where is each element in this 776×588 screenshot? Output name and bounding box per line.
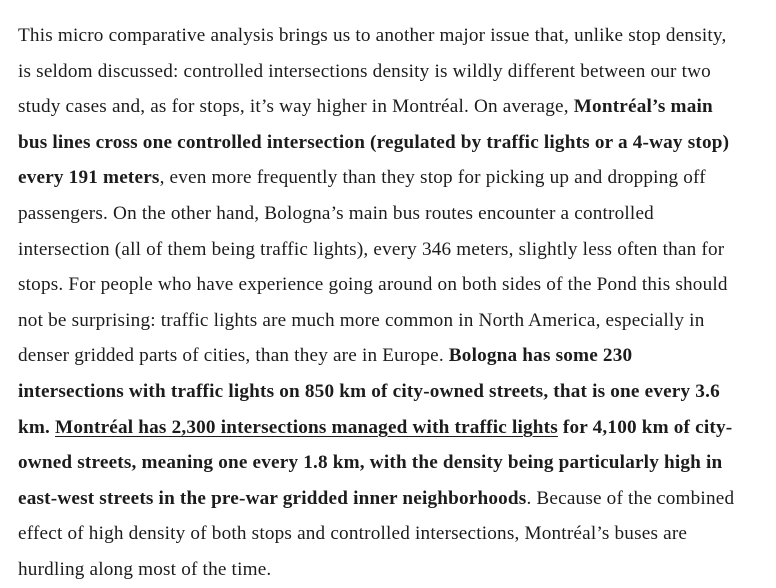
emphasis-text: Montréal’s main bus lines cross one controlled intersection (regulated by traffic lights or a 4-way stop) every 191 meters — [18, 96, 730, 189]
emphasis-text: Bologna has some 230 intersections with traffic lights on 850 km of city-owned streets, that is one every 3.6 km. — [18, 345, 720, 438]
plain-text: This micro comparative analysis brings us to another major issue that, unlike stop density, is seldom discussed: controlled intersections density is wildly different between our two study cases and, as for stops, it’s way higher in Montréal. On average, — [18, 25, 727, 118]
highlighted-link-text[interactable]: Montréal has 2,300 intersections managed with traffic lights — [55, 416, 558, 438]
emphasis-text: for 4,100 km of city-owned streets, meaning one every 1.8 km, with the density being particularly high in east-west streets in the pre-war gridded inner neighborhoods — [18, 416, 733, 509]
plain-text: , even more frequently than they stop for picking up and dropping off passengers. On the other hand, Bologna’s main bus routes encounter a controlled intersection (all of them being traffic lights), every 346 meters, slightly less often than for stops. For people who have experience going around on both sides of the Pond this should not be surprising: traffic lights are much more common in North America, especially in denser gridded parts of cities, than they are in Europe. — [18, 167, 728, 367]
body-paragraph — [18, 18, 742, 588]
plain-text: . Because of the combined effect of high density of both stops and controlled intersections, Montréal’s buses are hurdling along most of the time. — [18, 487, 735, 580]
